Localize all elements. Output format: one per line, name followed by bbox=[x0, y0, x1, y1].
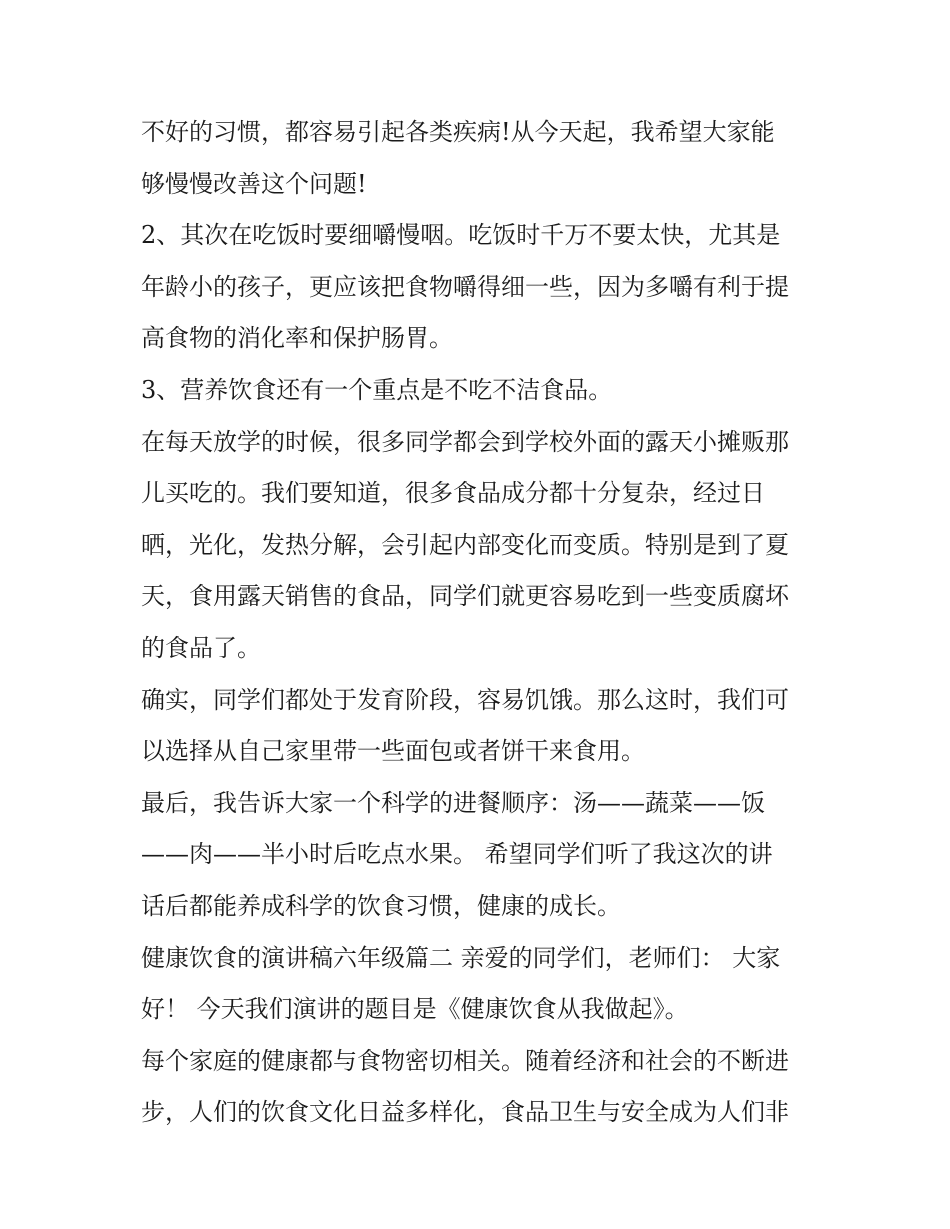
text-line: 不好的习惯，都容易引起各类疾病!从今天起，我希望大家能 bbox=[141, 118, 775, 146]
text-line: 3、营养饮食还有一个重点是不吃不洁食品。 bbox=[141, 375, 613, 404]
text-line: 健康饮食的演讲稿六年级篇二 亲爱的同学们，老师们： 大家 bbox=[141, 943, 781, 972]
text-line: 步，人们的饮食文化日益多样化，食品卫生与安全成为人们非 bbox=[141, 1098, 789, 1127]
text-line: 最后，我告诉大家一个科学的进餐顺序：汤——蔬菜——饭 bbox=[141, 788, 765, 817]
text-line: 高食物的消化率和保护肠胃。 bbox=[141, 324, 453, 353]
text-line: ——肉——半小时后吃点水果。 希望同学们听了我这次的讲 bbox=[141, 840, 773, 869]
text-line: 儿买吃的。我们要知道，很多食品成分都十分复杂，经过日 bbox=[141, 479, 765, 508]
text-line: 在每天放学的时候，很多同学都会到学校外面的露天小摊贩那 bbox=[141, 427, 789, 456]
body-text bbox=[141, 107, 821, 1139]
text-line: 话后都能养成科学的饮食习惯，健康的成长。 bbox=[141, 891, 621, 920]
text-line: 够慢慢改善这个问题! bbox=[141, 169, 367, 198]
text-line: 以选择从自己家里带一些面包或者饼干来食用。 bbox=[141, 737, 645, 766]
text-line: 好！ 今天我们演讲的题目是《健康饮食从我做起》。 bbox=[141, 995, 689, 1024]
text-line: 晒，光化，发热分解，会引起内部变化而变质。特别是到了夏 bbox=[141, 530, 789, 559]
text-line: 确实，同学们都处于发育阶段，容易饥饿。那么这时，我们可 bbox=[141, 685, 789, 714]
text-line: 的食品了。 bbox=[141, 633, 261, 662]
text-line: 年龄小的孩子，更应该把食物嚼得细一些，因为多嚼有利于提 bbox=[141, 272, 789, 301]
text-line: 2、其次在吃饭时要细嚼慢咽。吃饭时千万不要太快，尤其是 bbox=[141, 221, 781, 250]
text-line: 天，食用露天销售的食品，同学们就更容易吃到一些变质腐坏 bbox=[141, 582, 789, 611]
text-line: 每个家庭的健康都与食物密切相关。随着经济和社会的不断进 bbox=[141, 1046, 789, 1075]
